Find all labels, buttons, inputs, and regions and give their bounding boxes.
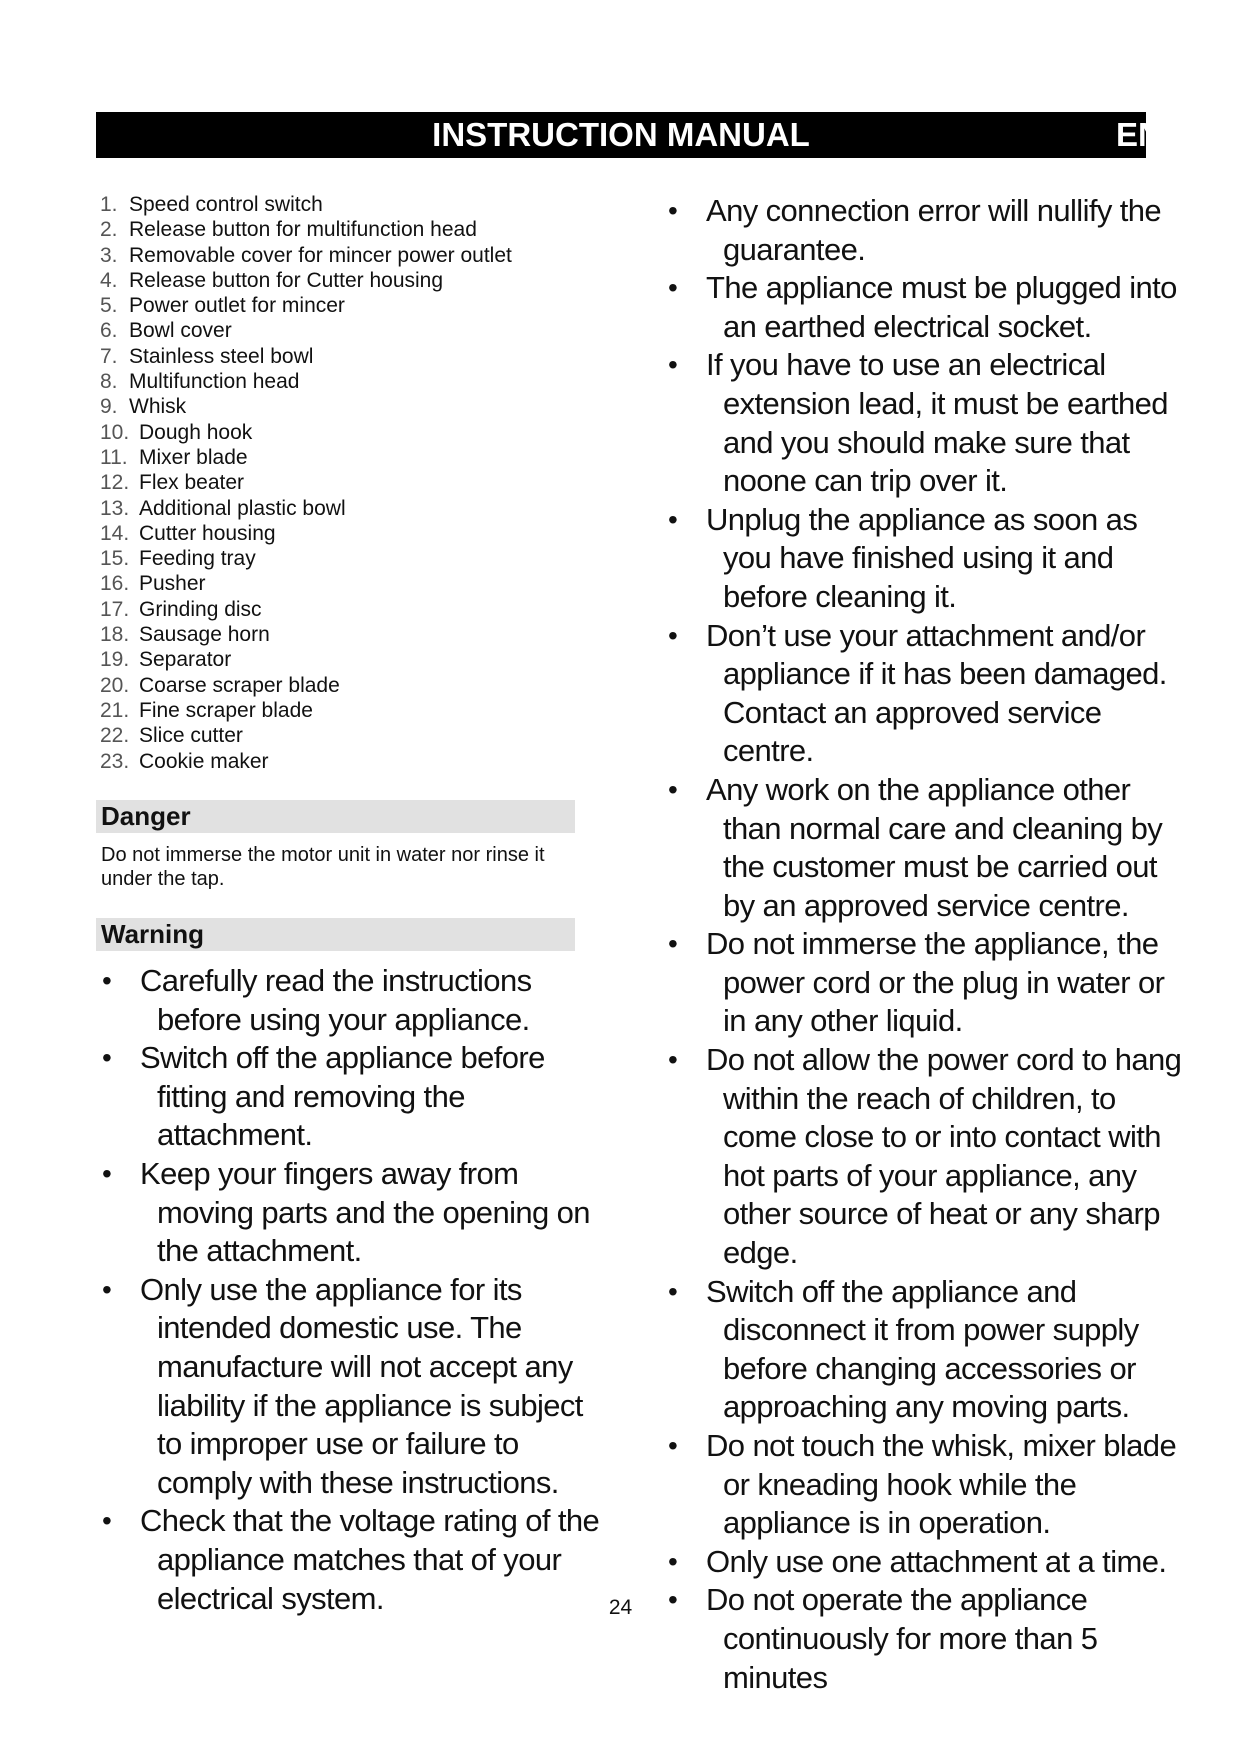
part-label: Fine scraper blade bbox=[139, 698, 313, 722]
warning-item bbox=[666, 771, 1186, 925]
warning-item-text: • The appliance must be plugged into an earthed electrical socket. bbox=[706, 270, 1177, 344]
part-label: Removable cover for mincer power outlet bbox=[129, 243, 512, 267]
warning-item bbox=[100, 1271, 600, 1503]
warning-item-text: • Switch off the appliance before fitting and removing the attachment. bbox=[140, 1040, 545, 1153]
part-item bbox=[100, 318, 580, 343]
warning-item bbox=[666, 501, 1186, 617]
part-item bbox=[100, 546, 580, 571]
part-label: Additional plastic bowl bbox=[139, 496, 346, 520]
part-label: Coarse scraper blade bbox=[139, 673, 340, 697]
part-number: 2. bbox=[100, 218, 118, 242]
page-number: 24 bbox=[608, 1596, 633, 1619]
manual-header-bar bbox=[96, 112, 1162, 158]
part-number: 7. bbox=[100, 344, 118, 368]
part-item bbox=[100, 344, 580, 369]
warning-item bbox=[666, 925, 1186, 1041]
part-number: 15. bbox=[100, 547, 130, 571]
part-number: 9. bbox=[100, 395, 118, 419]
warning-item bbox=[100, 962, 600, 1039]
part-label: Cookie maker bbox=[139, 749, 269, 773]
warning-item bbox=[666, 617, 1186, 771]
warning-item-text: • Any work on the appliance other than normal care and cleaning by the customer must be carried out by an approved service centre. bbox=[706, 771, 1163, 923]
part-label: Pusher bbox=[139, 572, 206, 596]
part-label: Mixer blade bbox=[139, 445, 248, 469]
part-number: 19. bbox=[100, 648, 130, 672]
part-label: Grinding disc bbox=[139, 597, 262, 621]
warning-item bbox=[100, 1155, 600, 1271]
part-number: 13. bbox=[100, 496, 130, 520]
part-label: Sausage horn bbox=[139, 623, 270, 647]
warning-item-text: • Only use one attachment at a time. bbox=[706, 1543, 1167, 1579]
warning-item-text: • Only use the appliance for its intended domestic use. The manufacture will not accept any liability if the appliance is subject to improper use or failure to comply with these instructions. bbox=[140, 1271, 583, 1500]
part-label: Release button for Cutter housing bbox=[129, 268, 444, 292]
part-item bbox=[100, 521, 580, 546]
part-label: Stainless steel bowl bbox=[129, 344, 314, 368]
warning-item-text: • Any connection error will nullify the guarantee. bbox=[706, 193, 1162, 267]
part-item bbox=[100, 496, 580, 521]
warning-heading: Warning bbox=[96, 918, 575, 951]
part-item bbox=[100, 369, 580, 394]
part-number: 22. bbox=[100, 724, 130, 748]
warning-item-text: • Do not operate the appliance continuously for more than 5 minutes bbox=[706, 1582, 1098, 1695]
warning-item-text: • If you have to use an electrical extension lead, it must be earthed and you should make sure that noone can trip over it. bbox=[706, 347, 1168, 499]
part-item bbox=[100, 420, 580, 445]
language-code: EN bbox=[1116, 116, 1162, 153]
part-label: Flex beater bbox=[139, 471, 245, 495]
part-number: 1. bbox=[100, 193, 118, 216]
part-number: 21. bbox=[100, 698, 130, 722]
part-item bbox=[100, 622, 580, 647]
part-item bbox=[100, 698, 580, 723]
danger-heading: Danger bbox=[96, 800, 575, 833]
part-number: 10. bbox=[100, 420, 130, 444]
part-number: 23. bbox=[100, 749, 130, 773]
warning-item-text: • Switch off the appliance and disconnect it from power supply before changing accessories or approaching any moving parts. bbox=[706, 1273, 1139, 1425]
warning-item-text: • Check that the voltage rating of the appliance matches that of your electrical system. bbox=[140, 1503, 600, 1616]
part-number: 14. bbox=[100, 521, 130, 545]
part-number: 18. bbox=[100, 623, 130, 647]
part-number: 3. bbox=[100, 243, 118, 267]
warning-item-text: • Do not immerse the appliance, the power cord or the plug in water or in any other liquid. bbox=[706, 926, 1165, 1039]
part-label: Feeding tray bbox=[139, 547, 256, 571]
part-item bbox=[100, 192, 580, 217]
warning-item bbox=[666, 1427, 1186, 1543]
warning-item-text: • Unplug the appliance as soon as you have finished using it and before cleaning it. bbox=[706, 501, 1138, 614]
warning-item-text: • Don’t use your attachment and/or appliance if it has been damaged. Contact an approved service centre. bbox=[706, 617, 1167, 769]
part-number: 16. bbox=[100, 572, 130, 596]
part-label: Slice cutter bbox=[139, 724, 243, 748]
part-item bbox=[100, 217, 580, 242]
warning-item-text: • Do not allow the power cord to hang within the reach of children, to come close to or into contact with hot parts of your appliance, any other source of heat or any sharp edge. bbox=[706, 1042, 1182, 1271]
part-label: Bowl cover bbox=[129, 319, 232, 343]
warning-item-text: • Keep your fingers away from moving parts and the opening on the attachment. bbox=[140, 1155, 590, 1269]
part-item bbox=[100, 673, 580, 698]
warning-list-left bbox=[100, 962, 600, 1618]
part-item bbox=[100, 749, 580, 774]
part-number: 8. bbox=[100, 370, 118, 394]
part-item bbox=[100, 647, 580, 672]
warning-item bbox=[666, 1041, 1186, 1273]
part-label: Speed control switch bbox=[129, 193, 323, 216]
part-label: Whisk bbox=[129, 395, 187, 419]
parts-list bbox=[100, 192, 580, 774]
part-label: Release button for multifunction head bbox=[129, 218, 477, 242]
part-item bbox=[100, 268, 580, 293]
part-label: Separator bbox=[139, 648, 232, 672]
part-item bbox=[100, 394, 580, 419]
part-number: 6. bbox=[100, 319, 118, 343]
part-number: 4. bbox=[100, 268, 118, 292]
warning-item bbox=[666, 192, 1186, 269]
warning-item-text: • Do not touch the whisk, mixer blade or kneading hook while the appliance is in operation. bbox=[706, 1428, 1177, 1541]
part-number: 12. bbox=[100, 471, 130, 495]
part-number: 17. bbox=[100, 597, 130, 621]
part-number: 5. bbox=[100, 294, 118, 318]
part-number: 11. bbox=[100, 445, 128, 469]
danger-text: Do not immerse the motor unit in water nor rinse it under the tap. bbox=[101, 844, 545, 890]
part-label: Cutter housing bbox=[139, 521, 276, 545]
warning-list-right bbox=[666, 192, 1186, 1697]
parts-list-section bbox=[100, 192, 580, 774]
warning-item bbox=[666, 269, 1186, 346]
part-item bbox=[100, 571, 580, 596]
part-item bbox=[100, 445, 580, 470]
part-number: 20. bbox=[100, 673, 130, 697]
part-item bbox=[100, 597, 580, 622]
warning-item bbox=[100, 1039, 600, 1155]
warning-item-text: • Carefully read the instructions before using your appliance. bbox=[140, 963, 532, 1037]
warning-item bbox=[666, 1273, 1186, 1427]
part-label: Multifunction head bbox=[129, 370, 300, 394]
part-item bbox=[100, 293, 580, 318]
warning-item bbox=[666, 1543, 1186, 1582]
part-item bbox=[100, 723, 580, 748]
part-label: Dough hook bbox=[139, 420, 253, 444]
part-item bbox=[100, 470, 580, 495]
part-label: Power outlet for mincer bbox=[129, 294, 345, 318]
warning-item bbox=[666, 346, 1186, 500]
manual-title: INSTRUCTION MANUAL bbox=[432, 116, 810, 153]
part-item bbox=[100, 243, 580, 268]
